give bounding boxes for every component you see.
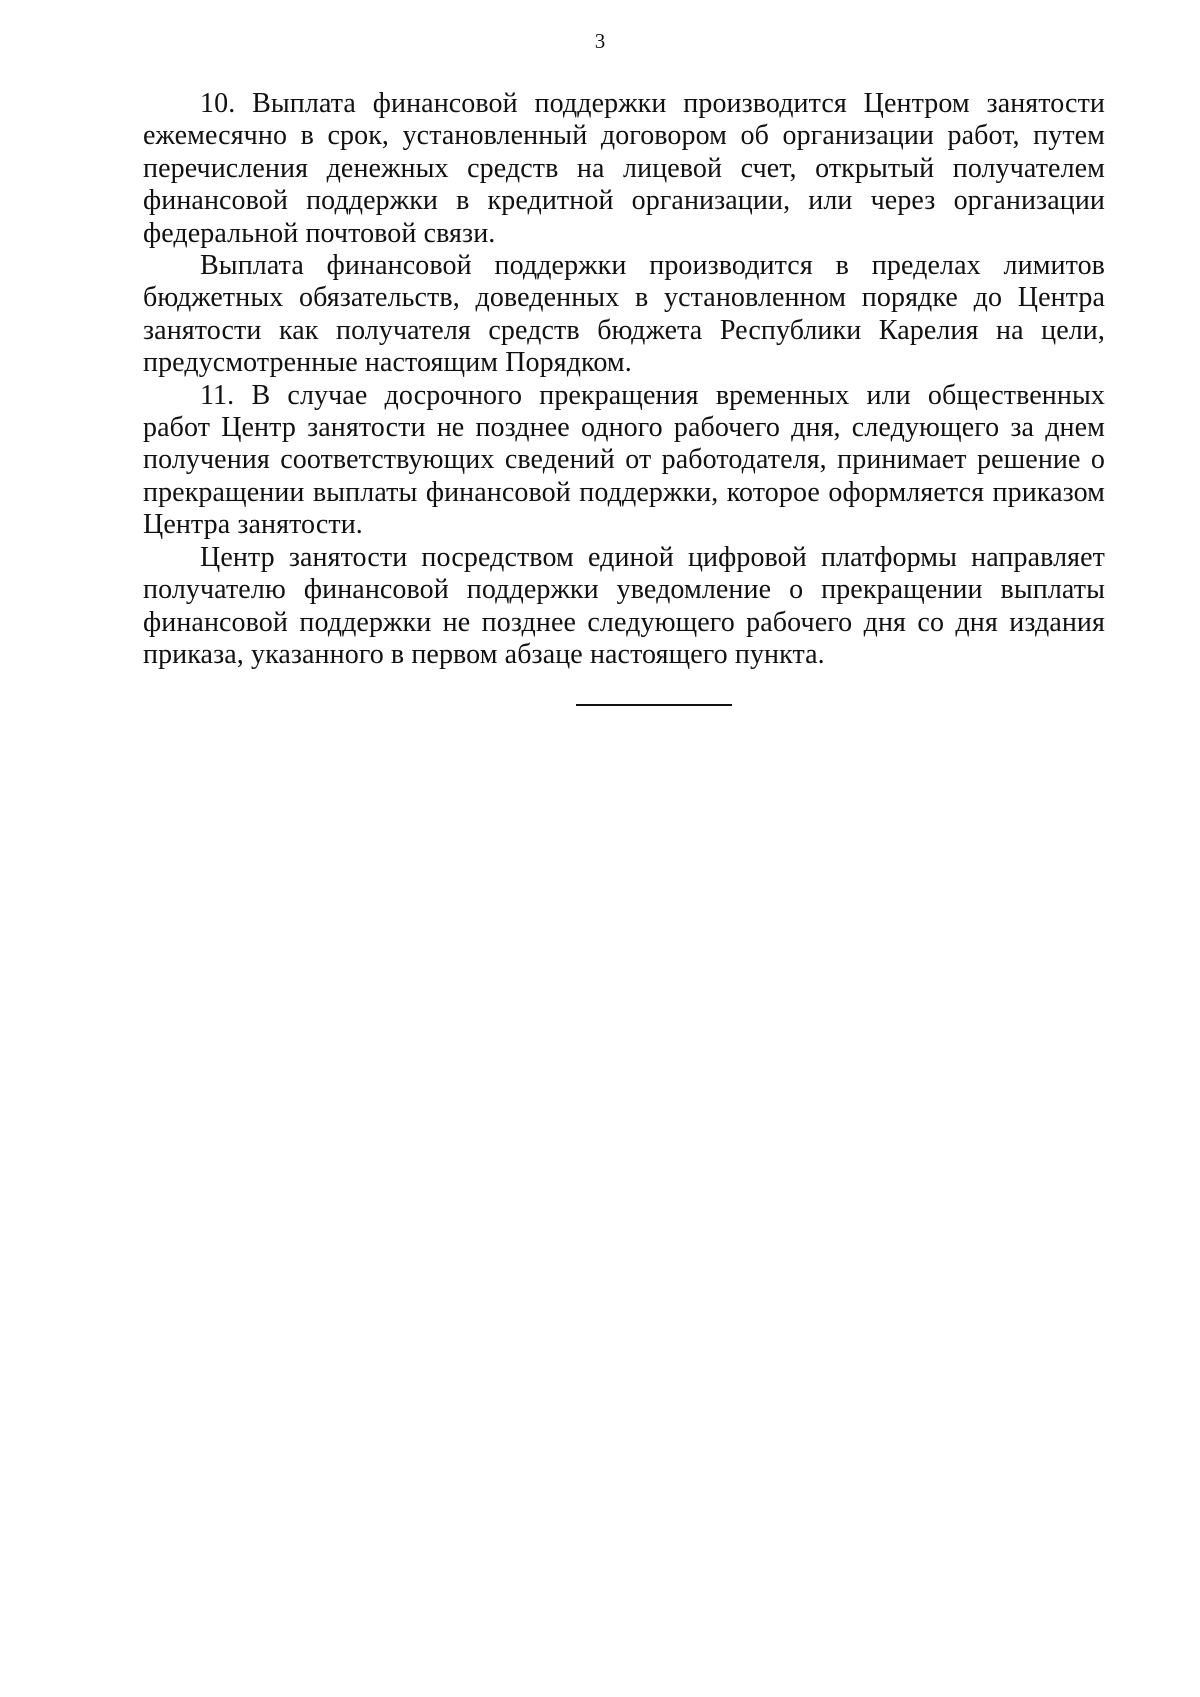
paragraph-10: 10. Выплата финансовой поддержки производится Центром занятости ежемесячно в срок, установленный договором об организации работ, путем перечисления денежных средств на лицевой счет, открытый получателем финансовой поддержки в кредитной организации, или через организации федеральной почтовой связи. [143,88,1105,249]
document-body [143,88,1105,671]
paragraph-11-notification: Центр занятости посредством единой цифровой платформы направляет получателю финансовой поддержки уведомление о прекращении выплаты финансовой поддержки не позднее следующего рабочего дня со дня издания приказа, указанного в первом абзаце настоящего пункта. [143,541,1105,670]
end-of-document-rule [576,704,732,706]
paragraph-11: 11. В случае досрочного прекращения временных или общественных работ Центр занятости не позднее одного рабочего дня, следующего за днем получения соответствующих сведений от работодателя, принимает решение о прекращении выплаты финансовой поддержки, которое оформляется приказом Центра занятости. [143,379,1105,541]
page-number: 3 [594,29,606,53]
paragraph-10-limits: Выплата финансовой поддержки производится в пределах лимитов бюджетных обязательств, доведенных в установленном порядке до Центра занятости как получателя средств бюджета Республики Карелия на цели, предусмотренные настоящим Порядком. [143,250,1105,379]
